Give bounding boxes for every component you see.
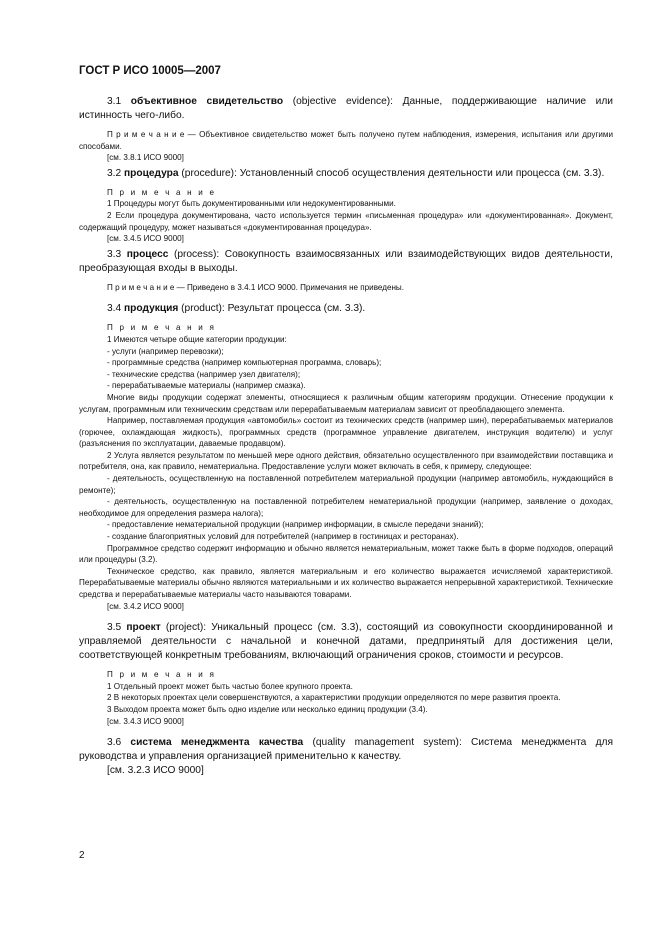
term-3-2: 3.2 процедура (procedure): Установленный способ осуществления деятельности или процесса (см. 3.3). [107,167,605,179]
note: 1 Процедуры могут быть документированными или недокументированными. [107,199,396,209]
note-line: - перерабатываемые материалы (например смазка). [107,381,306,391]
term-3-1: 3.1 объективное свидетельство (objective evidence): Данные, поддерживающие наличие или истинность чего-либо. [79,96,614,121]
note-heading: П р и м е ч а н и я [107,323,217,333]
term-title: процесс [126,248,169,260]
note-heading: П р и м е ч а н и я [107,670,217,680]
note-line: - услуги (например перевозки); [107,346,224,356]
note-paragraph: Техническое средство, как правило, является материальным и его количество выражается исчисляемой характеристикой. Перерабатываемые материалы обычно являются материальными и их количество выражается непрерывной характеристикой. Технические средства и перерабатываемые материалы часто называются товарами. [79,566,613,599]
reference: [см. 3.4.2 ИСО 9000] [107,601,184,611]
note-paragraph: - предоставление нематериальной продукции (например информации, в смысле передачи знаний); [107,520,484,530]
term-title: система менеджмента качества [130,737,304,749]
term-title: продукция [124,303,179,315]
note-line: - технические средства (например узел двигателя); [107,369,301,379]
term-title: процедура [124,167,179,179]
page-number: 2 [79,850,85,861]
term-title: объективное свидетельство [130,96,284,107]
document-body [79,92,613,778]
term-3-6: 3.6 система менеджмента качества (quality management system): Система менеджмента для руководства и управления организацией применительно к качеству. [79,737,613,763]
term-title: проект [126,622,161,634]
reference: [см. 3.8.1 ИСО 9000] [107,153,184,163]
note-line: - программные средства (например компьютерная программа, словарь); [107,358,382,368]
note: 1 Отдельный проект может быть частью более крупного проекта. [107,681,353,691]
note-paragraph: 2 Услуга является результатом по меньшей мере одного действия, обязательно осуществленного при взаимодействии поставщика и потребителя, она, как правило, нематериальна. Предоставление услуги может включать в себя, к примеру, следующее: [79,450,613,472]
note-paragraph: Программное средство содержит информацию и обычно является нематериальным, может также быть в форме подходов, операций или процедуры (3.2). [79,543,613,565]
note: 2 В некоторых проектах цели совершенствуются, а характеристики продукции определяются по мере развития проекта. [107,693,561,703]
note-paragraph: Например, поставляемая продукция «автомобиль» состоит из технических средств (например шин), перерабатываемых материалов (горючее, охлаждающая жидкость), программных средств (программное управление двигателем, инструкция водителю) и услуг (разъяснения по эксплуатации, даваемые продавцом). [79,416,613,449]
note-line: 1 Имеются четыре общие категории продукции: [107,334,287,344]
note-paragraph: - создание благоприятных условий для потребителей (например в гостиницах и ресторанах). [107,532,459,542]
note: П р и м е ч а н и е — Объективное свидетельство может быть получено путем наблюдения, измерения, испытания или другими способами. [79,130,614,151]
note-paragraph: - деятельность, осуществленную на поставленной потребителем нематериальной продукции (например, заявление о доходах, необходимое для определения размера налога); [79,497,613,518]
reference: [см. 3.4.3 ИСО 9000] [107,716,184,726]
term-3-4: 3.4 продукция (product): Результат процесса (см. 3.3). [107,303,366,315]
term-3-5: 3.5 проект (project): Уникальный процесс (см. 3.3), состоящий из совокупности скоординированной и управляемой деятельности с начальной и конечной датами, предпринятый для достижения цели, соответствующей конкретным требованиям, включающий ограничения сроков, стоимости и ресурсов. [79,622,613,662]
reference: [см. 3.2.3 ИСО 9000] [107,765,204,777]
note: 2 Если процедура документирована, часто используется термин «письменная процедура» или «документированная». Документ, содержащий процедуру, может называться «документированная процедура». [79,210,613,232]
document-header: ГОСТ Р ИСО 10005—2007 [79,65,221,77]
note: П р и м е ч а н и е — Приведено в 3.4.1 ИСО 9000. Примечания не приведены. [107,282,404,292]
note-paragraph: - деятельность, осуществленную на поставленной потребителем материальной продукции (например автомобиль, нуждающийся в ремонте); [79,474,613,495]
note-heading: П р и м е ч а н и е [107,187,217,197]
reference: [см. 3.4.5 ИСО 9000] [107,234,184,244]
term-3-3: 3.3 процесс (process): Совокупность взаимосвязанных или взаимодействующих видов деятельности, преобразующая входы в выходы. [79,248,613,274]
note: 3 Выходом проекта может быть одно изделие или несколько единиц продукции (3.4). [107,704,428,714]
note-paragraph: Многие виды продукции содержат элементы, относящиеся к различным общим категориям продукции. Отнесение продукции к услугам, программным или техническим средствам или перерабатываемым материалам зависит от преобладающего элемента. [79,392,613,414]
